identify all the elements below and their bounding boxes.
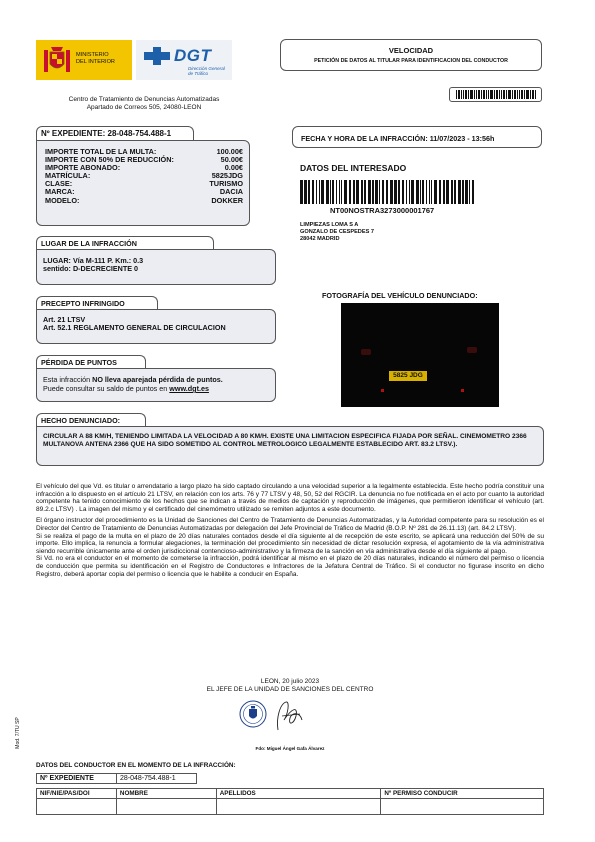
barcode-bar [330,180,331,204]
interesado-city: 28042 MADRID [300,236,340,243]
barcode-bar [416,180,419,204]
hecho-panel [36,426,544,466]
barcode-bar [462,180,464,204]
expediente-row-label: IMPORTE CON 50% DE REDUCCIÓN: [45,155,174,165]
document-type-title: VELOCIDAD [388,46,434,55]
expediente-row-value: 100.00€ [216,147,243,156]
barcode-bar [431,180,432,204]
barcode-bar [308,180,310,204]
barcode-bar [451,180,453,204]
conductor-expediente-table [36,773,197,784]
puntos-line1-a: Esta infracción [43,375,93,384]
document-type-box [280,39,542,71]
header-barcode-box [449,87,542,102]
precepto-panel [36,309,276,344]
signer-name: Fdo: Miguel Ángel Gafa Álvarez [255,746,325,751]
barcode-bar [344,180,347,204]
barcode-bar [312,180,314,204]
barcode-bar [398,180,400,204]
form-model-code: Mod. 7/TU SP [15,717,21,749]
dgt-logo [136,40,232,80]
expediente-row-value: 50.00€ [220,155,243,165]
lugar-tab: LUGAR DE LA INFRACCIÓN [36,236,214,249]
hecho-tab: HECHO DENUNCIADO: [36,413,146,426]
expediente-row-label: MARCA: [45,187,75,197]
barcode-bar [339,180,340,204]
precepto-line1: Art. 21 LTSV [43,315,86,324]
barcode-bar [364,180,366,204]
puntos-tab: PÉRDIDA DE PUNTOS [36,355,146,368]
dgt-logo-text: DGT [174,46,212,65]
expediente-row-value: TURISMO [209,179,243,189]
barcode-bar [409,180,410,204]
barcode-bar [411,180,414,204]
dgt-website-link[interactable]: www.dgt.es [169,384,209,393]
vehicle-lower-light-right [461,389,464,392]
expediente-row [45,197,243,205]
ministry-name-line2: DEL INTERIOR [76,58,115,65]
barcode-bar [319,180,320,204]
vehicle-plate: 5825 JDG [389,371,427,381]
barcode-bar [429,180,430,204]
puntos-line2-a: Puede consultar su saldo de puntos en [43,384,170,393]
barcode-bar [332,180,334,204]
barcode-bar [386,180,388,204]
barcode-bar [356,180,359,204]
barcode-bar [454,180,456,204]
expediente-row-value: 0.00€ [224,163,243,173]
conductor-nif-input[interactable] [37,799,117,815]
conductor-exp-label: Nº EXPEDIENTE [37,774,117,784]
dgt-cross-icon [144,47,170,65]
barcode-bar [321,180,324,204]
barcode-bar [402,180,404,204]
hecho-text: CIRCULAR A 88 KM/H, TENIENDO LIMITADA LA VELOCIDAD A 80 KM/H. EXISTE UNA LIMITACION ESPECIFICA FIJADA POR SEÑAL. CINEMOMETRO 2366 MULTANOVA ANTENA 2366 QUE HA SIDO SOMETIDO AL CONTROL METROLOGICO LEGALMENTE ESTABLECIDO ART. 83.2 LTSV.). [43,433,527,448]
conductor-data-table [36,788,544,815]
conductor-nombre-input[interactable] [116,799,216,815]
barcode-bar [434,180,437,204]
document-type-subtitle: PETICIÓN DE DATOS AL TITULAR PARA IDENTIFICACION DEL CONDUCTOR [314,58,508,64]
expediente-panel [36,140,250,226]
barcode-bar [390,180,393,204]
vehicle-tail-light-right [467,347,477,353]
barcode-bar [446,180,449,204]
official-seal-icon [239,700,267,728]
expediente-row [45,180,243,188]
barcode-bar [379,180,380,204]
precepto-line2: Art. 52.1 REGLAMENTO GENERAL DE CIRCULACION [43,323,226,333]
expediente-row-label: IMPORTE ABONADO: [45,163,121,173]
expediente-row-value: DOKKER [211,195,243,205]
conductor-table-header: NIF/NIE/PAS/DOI [37,789,117,799]
conductor-title: DATOS DEL CONDUCTOR EN EL MOMENTO DE LA INFRACCIÓN: [36,762,236,769]
body-paragraph-3: Si se realiza el pago de la multa en el plazo de 20 días naturales contados desde el día siguiente al de recepción de este escrito, se aplicará una reducción del 50% de su importe. Ello implica, la renuncia a formular alegaciones, la terminación del procedimiento sin necesidad de dictar resolución expresa, el agotamiento de la vía administrativa siendo recurrible únicamente ante el orden jurisdiccional contencioso-administrativo y la firmeza de la sanción en vía administrativa desde el día siguiente al pago. [36,532,544,555]
lugar-panel [36,249,276,285]
barcode-bar [353,180,355,204]
barcode-bar [336,180,337,204]
conductor-table-header: APELLIDOS [216,789,381,799]
interesado-name: LIMPIEZAS LOMA S A [300,222,359,228]
infraction-date-box [292,126,542,148]
vehicle-tail-light-left [361,349,371,355]
barcode-bar [361,180,363,204]
vehicle-lower-light-left [381,389,384,392]
lugar-line2: sentido: D-DECRECIENTE 0 [43,264,139,274]
center-name: Centro de Tratamiento de Denuncias Automatizadas [68,96,220,103]
barcode-bar [469,180,470,204]
signature-date: LEON, 20 julio 2023 [260,678,320,685]
barcode-bar [368,180,371,204]
body-paragraph-2: El órgano instructor del procedimiento es la Unidad de Sanciones del Centro de Tratamiento de Denuncias Automatizadas, y la Autoridad competente para su resolución es el Director del Centro de Tratamiento de Denuncias Automatizadas por delegación del Jefe Provincial de Tráfico de Madrid (B.O.P. Nº 281 de 26.11.13) (art. 84.2 LTSV). [36,517,544,532]
interesado-title: DATOS DEL INTERESADO [300,163,407,173]
barcode-bar [394,180,397,204]
conductor-exp-value: 28-048-754.488-1 [117,774,197,784]
barcode-bar [439,180,441,204]
puntos-line1-b: NO lleva aparejada pérdida de puntos. [92,375,223,384]
handwritten-signature [270,698,310,734]
barcode-bar [382,180,384,204]
barcode-bar [472,180,474,204]
vehicle-photo [341,303,499,407]
ministry-logo [36,40,132,80]
precepto-tab: PRECEPTO INFRINGIDO [36,296,158,309]
interesado-barcode-text: NT00NOSTRA3273000001767 [330,206,435,215]
barcode-bar [316,180,317,204]
expediente-row-label: IMPORTE TOTAL DE LA MULTA: [45,147,157,156]
barcode-bar [406,180,407,204]
barcode-bar [326,180,329,204]
expediente-row-label: MODELO: [45,195,80,205]
expediente-row-value: 5825JDG [211,171,243,181]
expediente-row-label: MATRÍCULA: [45,171,91,181]
center-address: Apartado de Correos 505, 24080-LEON [86,104,202,111]
photo-title: FOTOGRAFÍA DEL VEHÍCULO DENUNCIADO: [322,291,478,300]
dgt-subtitle-line1: Dirección General [188,66,225,71]
conductor-apellidos-input[interactable] [216,799,381,815]
puntos-panel [36,368,276,402]
barcode-bar [300,180,303,204]
conductor-table-header: Nº PERMISO CONDUCIR [381,789,544,799]
interesado-street: GONZALO DE CESPEDES 7 [300,229,374,236]
barcode-bar [422,180,424,204]
coat-of-arms-icon [42,44,72,76]
body-paragraph-4: Si Vd. no era el conductor en el momento de cometerse la infracción, podrá identificar al mismo en el plazo de 20 días naturales, indicando el número del permiso o licencia de conducción que permita su identificación en el Registro de Conductores e Infractores de la Jefatura Central de Tráfico. Si el conductor no figurase inscrito en dicho Registro, deberá aportar copia del permiso o licencia que le habilite a conducir en España. [36,555,544,578]
conductor-table-header: NOMBRE [116,789,216,799]
expediente-label: Nº EXPEDIENTE: 28-048-754.488-1 [36,126,194,140]
ministry-name-line1: MINISTERIO [76,52,109,58]
dgt-subtitle-line2: de Tráfico [188,71,209,77]
barcode-bar [375,180,378,204]
header-barcode [456,90,536,99]
barcode-bar [443,180,445,204]
barcode-bar [341,180,342,204]
interesado-barcode [300,180,476,204]
barcode-bar [304,180,307,204]
infraction-date: FECHA Y HORA DE LA INFRACCIÓN: 11/07/2023 - 13:56h [301,134,495,143]
signature-role: EL JEFE DE LA UNIDAD DE SANCIONES DEL CENTRO [206,685,374,693]
expediente-row-label: CLASE: [45,179,73,189]
expediente-row-value: DACIA [219,187,243,197]
barcode-bar [372,180,374,204]
barcode-bar [426,180,427,204]
conductor-permiso-input[interactable] [381,799,544,815]
lugar-line1: LUGAR: Vía M-111 P. Km.: 0.3 [43,256,144,265]
barcode-bar [420,180,421,204]
barcode-bar [465,180,468,204]
barcode-bar [349,180,351,204]
barcode-bar [458,180,461,204]
body-paragraph-1: El vehículo del que Vd. es titular o arrendatario a largo plazo ha sido captado circulando a una velocidad superior a la legalmente establecida. Este hecho podría constituir una infracción a lo dispuesto en el artículo 21 LTSV, en relación con los arts. 76 y 77 LTSV y 48, 50, 52 del RGCIR. La denuncia no fue notificada en el acto por cuanto la autoridad competente ha tenido conocimiento de los hechos que se indican a través de medios de captación y reproducción de imágenes, que permitieron identificar el vehículo (art. 89.2.c LTSV) . La imagen del mismo y el certificado del cinemómetro utilizado se remiten adjuntos a este documento. [36,483,544,513]
